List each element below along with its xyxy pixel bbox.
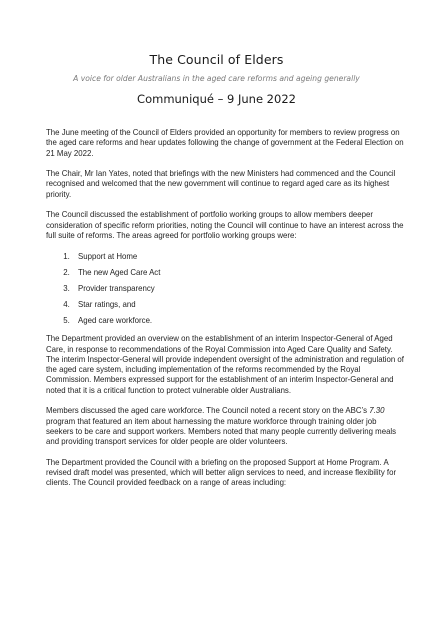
paragraph-inspector-general: The Department provided an overview on the establishment of an interim Inspector-General of Aged Care, in response to recommendations of the Royal Commission into Aged Care Quality and Safety. The interim Inspector-General will provide independent oversight of the administration and regulation of the aged care system, including implementation of the reforms recommended by the Royal Commission. Members expressed support for the establishment of an interim Inspector-General and noted that it is a critical function to protect vulnerable older Australians. (46, 334, 404, 395)
paragraph-support-at-home: The Department provided the Council with a briefing on the proposed Support at Home Program. A revised draft model was presented, which will better align services to need, and increase flexibility for clients. The Council provided feedback on a range of areas including: (46, 457, 397, 488)
list-item: 3. Provider transparency (72, 284, 406, 294)
paragraph-workforce-text-1: Members discussed the aged care workforce. The Council noted a recent story on the ABC’s (46, 406, 370, 416)
working-groups-list (46, 252, 406, 327)
paragraph-working-groups: The Council discussed the establishment of portfolio working groups to allow members deeper consideration of specific reform priorities, noting the Council will continue to have an interest across the full suite of reforms. The areas agreed for portfolio working groups were: (46, 210, 404, 240)
program-name: 7.30 (369, 406, 385, 416)
document-subtitle: A voice for older Australians in the aged care reforms and ageing generally (73, 74, 360, 83)
list-item: 2. The new Aged Care Act (72, 268, 406, 278)
communique-heading: Communiqué – 9 June 2022 (137, 92, 296, 106)
list-item: 5. Aged care workforce. (72, 316, 406, 326)
document-title: The Council of Elders (149, 52, 284, 67)
paragraph-workforce (46, 406, 406, 447)
list-item: 4. Star ratings, and (72, 300, 406, 310)
list-item: 1. Support at Home (72, 252, 406, 262)
paragraph-intro: The June meeting of the Council of Elders provided an opportunity for members to review progress on the aged care reforms and hear updates following the change of government at the Federal Election on 21 May 2022. (46, 128, 404, 158)
paragraph-workforce-text-2: program that featured an item about harnessing the mature workforce through training older job seekers to be care and support workers. Members noted that many people currently delivering meals and providing transport services for older people are older volunteers. (46, 416, 397, 447)
paragraph-chair: The Chair, Mr Ian Yates, noted that briefings with the new Ministers had commenced and the Council recognised and welcomed that the new government will continue to regard aged care as its highest priority. (46, 169, 396, 199)
document-body (46, 128, 406, 499)
